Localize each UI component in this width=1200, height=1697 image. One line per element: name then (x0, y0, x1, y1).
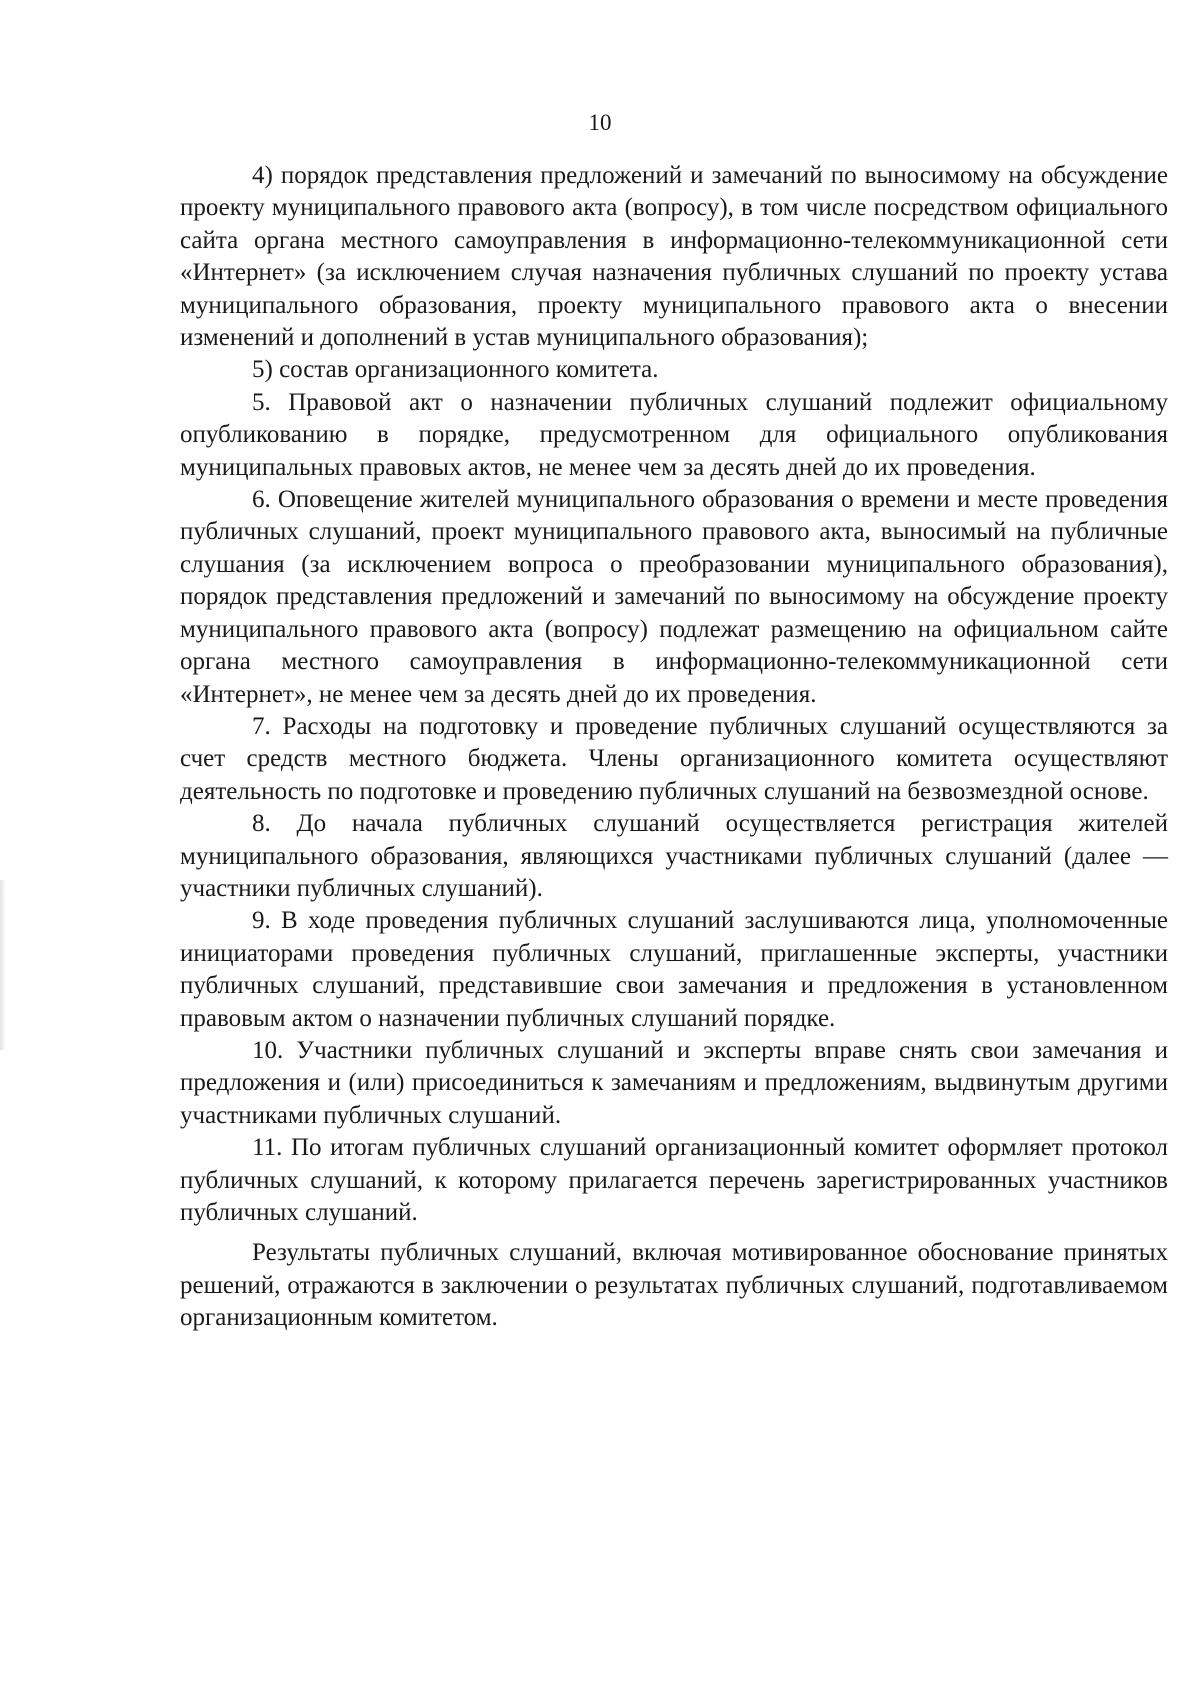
paragraph-section-9: 9. В ходе проведения публичных слушаний заслушиваются лица, уполномоченные инициаторами проведения публичных слушаний, приглашенные эксперты, участники публичных слушаний, представившие свои замечания и предложения в установленном правовым актом о назначении публичных слушаний порядке. (180, 907, 1168, 1032)
paragraph-item-4: 4) порядок представления предложений и замечаний по выносимому на обсуждение проекту муниципального правового акта (вопросу), в том числе посредством официального сайта органа местного самоуправления в информационно-телекоммуникационной сети «Интернет» (за исключением случая назначения публичных слушаний по проекту устава муниципального образования, проекту муниципального правового акта о внесении изменений и дополнений в устав муниципального образования); (180, 162, 1168, 352)
paragraph-item-5: 5) состав организационного комитета. (252, 356, 659, 384)
paragraph-section-7: 7. Расходы на подготовку и проведение публичных слушаний осуществляются за счет средств местного бюджета. Члены организационного комитета осуществляют деятельность по подготовке и проведению публичных слушаний на безвозмездной основе. (180, 712, 1168, 805)
paragraph-section-11: 11. По итогам публичных слушаний организационный комитет оформляет протокол публичных слушаний, к которому прилагается перечень зарегистрированных участников публичных слушаний. (180, 1134, 1168, 1226)
document-body (180, 160, 1168, 1335)
paragraph-results: Результаты публичных слушаний, включая мотивированное обоснование принятых решений, отражаются в заключении о результатах публичных слушаний, подготавливаемом организационным комитетом. (180, 1239, 1168, 1332)
page-number: 10 (588, 110, 612, 135)
scan-edge-shadow (0, 880, 6, 1050)
paragraph-section-6: 6. Оповещение жителей муниципального образования о времени и месте проведения публичных слушаний, проект муниципального правового акта, выносимый на публичные слушания (за исключением вопроса о преобразовании муниципального образования), порядок представления предложений и замечаний по выносимому на обсуждение проекту муниципального правового акта (вопросу) подлежат размещению на официальном сайте органа местного самоуправления в информационно-телекоммуникационной сети «Интернет», не менее чем за десять дней до их проведения. (180, 486, 1168, 708)
paragraph-section-10: 10. Участники публичных слушаний и эксперты вправе снять свои замечания и предложения и (или) присоединиться к замечаниям и предложениям, выдвинутым другими участниками публичных слушаний. (180, 1036, 1168, 1129)
paragraph-section-8: 8. До начала публичных слушаний осуществляется регистрация жителей муниципального образования, являющихся участниками публичных слушаний (далее — участники публичных слушаний). (180, 810, 1168, 902)
paragraph-section-5: 5. Правовой акт о назначении публичных слушаний подлежит официальному опубликованию в порядке, предусмотренном для официального опубликования муниципальных правовых актов, не менее чем за десять дней до их проведения. (180, 388, 1168, 481)
